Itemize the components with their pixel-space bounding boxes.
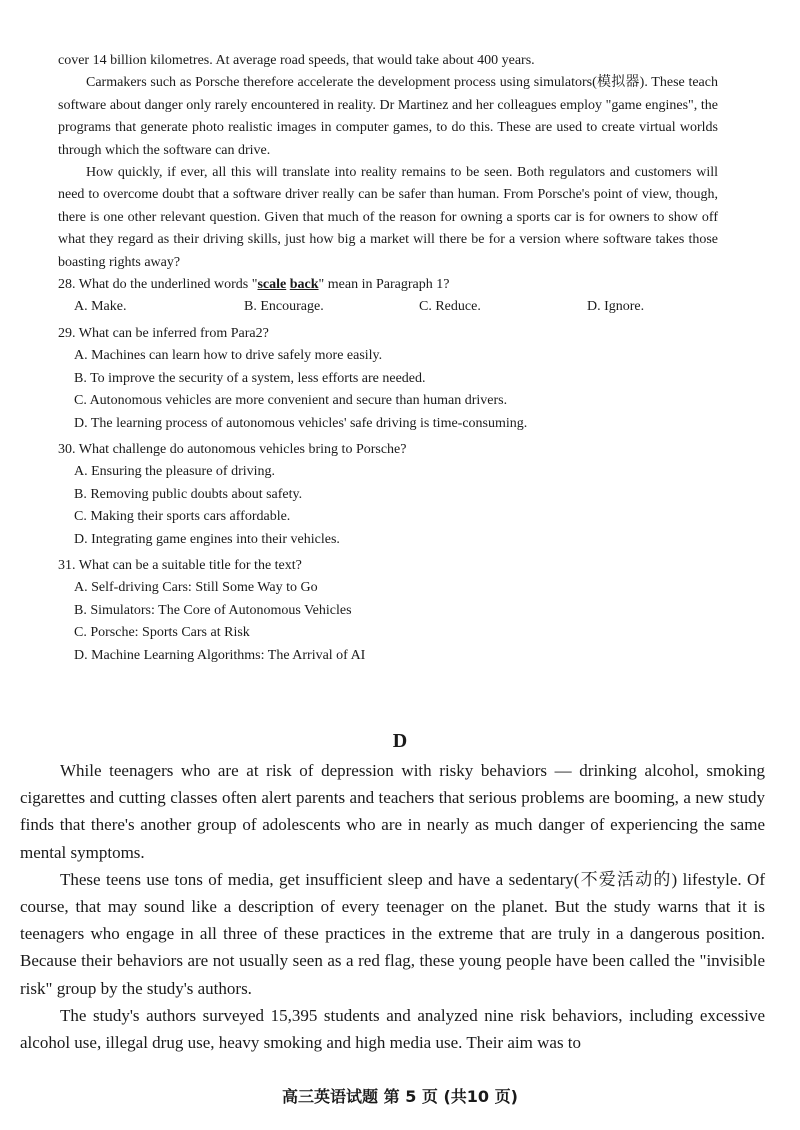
underlined-word: back	[289, 277, 319, 293]
option-c: C. Making their sports cars affordable.	[74, 509, 291, 525]
option-a: A. Machines can learn how to drive safely more easily.	[74, 348, 383, 364]
paragraph: While teenagers who are at risk of depression with risky behaviors — drinking alcohol, smoking cigarettes and cutting classes often alert parents and teachers that serious problems are booming, a new study finds that there's another group of adolescents who are in nearly as much danger of experiencing the same mental symptoms.	[20, 761, 765, 862]
paragraph: Carmakers such as Porsche therefore accelerate the development process using simulators(模拟器). These teach software about danger only rarely encountered in reality. Dr Martinez and her colleagues employ "game engines", the programs that generate photo realistic images in computer games, to do this. These are used to create virtual worlds through which the software can drive.	[58, 75, 718, 158]
paragraph-fragment: cover 14 billion kilometres. At average road speeds, that would take about 400 years.	[58, 53, 535, 68]
question-stem: 30. What challenge do autonomous vehicles bring to Porsche?	[58, 441, 407, 457]
option-d: D. Integrating game engines into their vehicles.	[74, 531, 340, 547]
option-d: D. Machine Learning Algorithms: The Arrival of AI	[74, 647, 366, 663]
question-30	[58, 439, 718, 551]
paragraph: How quickly, if ever, all this will translate into reality remains to be seen. Both regulators and customers will need to overcome doubt that a software driver really can be safer than human. From Porsche's point of view, though, there is one other relevant question. Given that much of the reason for owning a sports car is for owners to show off what they regard as their driving skills, just how big a market will there be for a version where software takes those boasting rights away?	[58, 165, 718, 270]
question-stem: 28. What do the underlined words "scale back" mean in Paragraph 1?	[58, 277, 450, 293]
option-d: D. The learning process of autonomous vehicles' safe driving is time-consuming.	[74, 415, 528, 431]
question-29	[58, 323, 718, 435]
question-31	[58, 555, 718, 667]
passage-d	[20, 757, 765, 1056]
option-c: C. Reduce.	[419, 299, 481, 315]
option-b: B. Simulators: The Core of Autonomous Vehicles	[74, 602, 352, 618]
question-stem: 29. What can be inferred from Para2?	[58, 325, 269, 341]
question-28	[58, 274, 718, 319]
option-c: C. Porsche: Sports Cars at Risk	[74, 625, 250, 641]
page-footer: 高三英语试题 第 5 页 (共10 页)	[282, 1087, 518, 1106]
option-b: B. Encourage.	[244, 299, 324, 315]
options-row	[58, 296, 718, 318]
section-title: D	[392, 730, 408, 752]
option-d: D. Ignore.	[587, 299, 645, 315]
option-a: A. Ensuring the pleasure of driving.	[74, 464, 276, 480]
option-a: A. Self-driving Cars: Still Some Way to Go	[74, 580, 318, 596]
underlined-word: scale	[257, 277, 287, 293]
passage-c-continued	[58, 50, 718, 667]
question-stem: 31. What can be a suitable title for the text?	[58, 557, 302, 573]
paragraph: These teens use tons of media, get insufficient sleep and have a sedentary(不爱活动的) lifestyle. Of course, that may sound like a description of every teenager on the planet. But the study warns that it is teenagers who engage in all three of these practices in the extreme that are truly in a dangerous position. Because their behaviors are not usually seen as a red flag, these young people have been called the "invisible risk" group by the study's authors.	[20, 869, 765, 998]
option-a: A. Make.	[74, 299, 127, 315]
option-c: C. Autonomous vehicles are more convenient and secure than human drivers.	[74, 393, 508, 409]
option-b: B. To improve the security of a system, less efforts are needed.	[74, 370, 426, 386]
paragraph: The study's authors surveyed 15,395 students and analyzed nine risk behaviors, including excessive alcohol use, illegal drug use, heavy smoking and high media use. Their aim was to	[20, 1005, 765, 1053]
option-b: B. Removing public doubts about safety.	[74, 486, 303, 502]
